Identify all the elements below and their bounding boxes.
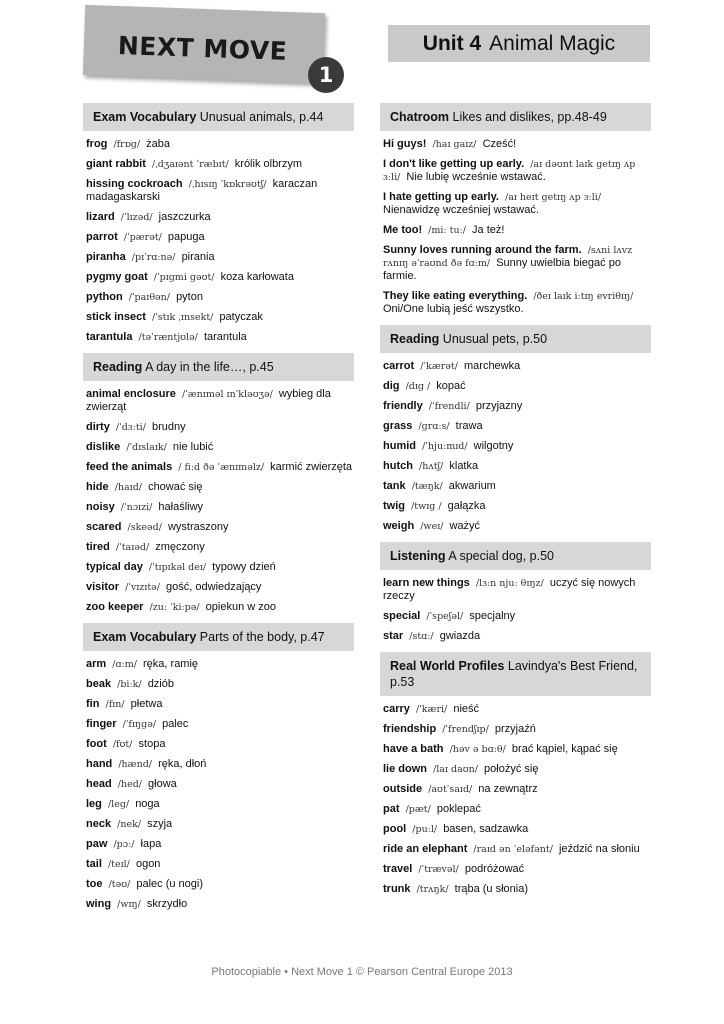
polish-translation: karaczan madagaskarski [86, 178, 318, 203]
phonetic-transcription: / fiːd ðə ˈænɪməlz/ [178, 462, 265, 473]
vocab-entry [86, 441, 354, 454]
polish-translation: marchewka [464, 360, 521, 372]
vocab-section [383, 325, 651, 533]
phonetic-transcription: /leg/ [107, 799, 130, 810]
vocab-entry [86, 561, 354, 574]
polish-translation: karmić zwierzęta [270, 461, 353, 473]
vocab-word: piranha [86, 251, 126, 263]
vocab-word: foot [86, 738, 107, 750]
vocab-word: visitor [86, 581, 120, 593]
vocab-word: stick insect [86, 311, 146, 323]
phonetic-transcription: /hænd/ [118, 759, 152, 770]
polish-translation: brać kąpiel, kąpać się [511, 743, 618, 755]
unit-title-box [388, 25, 650, 62]
polish-translation: klatka [449, 460, 479, 472]
vocab-word: ride an elephant [383, 843, 468, 855]
phonetic-transcription: /puːl/ [412, 824, 438, 835]
vocab-entry [86, 718, 354, 731]
vocab-word: arm [86, 658, 107, 670]
vocab-entry [383, 158, 651, 184]
polish-translation: łapa [140, 838, 162, 850]
vocab-entry [86, 331, 354, 344]
vocab-word: travel [383, 863, 413, 875]
vocab-word: tank [383, 480, 406, 492]
vocab-word: frog [86, 138, 108, 150]
vocab-word: humid [383, 440, 416, 452]
vocab-word: neck [86, 818, 112, 830]
phonetic-transcription: /ˈpærət/ [123, 232, 162, 243]
vocab-word: hutch [383, 460, 413, 472]
phonetic-transcription: /ˈfrendʃɪp/ [442, 724, 489, 735]
phonetic-transcription: /hʌtʃ/ [419, 461, 444, 472]
polish-translation: ręka, ramię [143, 658, 199, 670]
vocab-entry [86, 461, 354, 474]
phonetic-transcription: /aɪ heɪt getɪŋ ʌp ɜːli/ [505, 192, 602, 203]
vocab-entry [383, 630, 651, 643]
polish-translation: wybieg dla zwierząt [86, 388, 331, 413]
vocab-entry [86, 251, 354, 264]
phonetic-transcription: /frɒg/ [113, 139, 141, 150]
vocab-entry [383, 420, 651, 433]
vocab-entry [86, 581, 354, 594]
section-heading-type: Exam Vocabulary [93, 630, 197, 644]
phonetic-transcription: /wɪŋ/ [117, 899, 141, 910]
phonetic-transcription: /təʊ/ [108, 879, 131, 890]
vocab-word: feed the animals [86, 461, 173, 473]
phonetic-transcription: /ˈstɪk ˌɪnsekt/ [151, 312, 214, 323]
vocab-entry [86, 178, 354, 204]
phonetic-transcription: /ˌdʒaɪənt ˈræbɪt/ [151, 159, 229, 170]
section-heading-topic: Likes and dislikes, pp.48-49 [452, 110, 607, 124]
vocab-entry [86, 678, 354, 691]
vocab-word: typical day [86, 561, 143, 573]
vocab-entry [86, 158, 354, 171]
vocab-word: paw [86, 838, 108, 850]
phonetic-transcription: /biːk/ [117, 679, 142, 690]
vocab-entry [383, 743, 651, 756]
vocab-word: head [86, 778, 112, 790]
polish-translation: trąba (u słonia) [454, 883, 529, 895]
vocab-word: hand [86, 758, 113, 770]
vocab-entry [86, 138, 354, 151]
phonetic-transcription: /raɪd ən ˈeləfənt/ [473, 844, 553, 855]
section-heading-topic: Unusual pets, p.50 [442, 332, 548, 346]
polish-translation: gwiazda [439, 630, 481, 642]
vocab-word: learn new things [383, 577, 470, 589]
vocab-entry [86, 818, 354, 831]
phonetic-transcription: /pɔː/ [113, 839, 135, 850]
vocab-entry [383, 480, 651, 493]
vocab-section [86, 103, 354, 344]
phonetic-transcription: /stɑː/ [409, 631, 434, 642]
vocab-word: Sunny loves running around the farm. [383, 244, 582, 256]
phonetic-transcription: /laɪ daʊn/ [433, 764, 478, 775]
left-column [86, 103, 354, 920]
vocab-entry [86, 211, 354, 224]
vocab-word: tail [86, 858, 102, 870]
vocab-entry [383, 500, 651, 513]
polish-translation: królik olbrzym [234, 158, 303, 170]
phonetic-transcription: /lɜːn njuː θɪŋz/ [475, 578, 544, 589]
vocab-entry [86, 231, 354, 244]
polish-translation: tarantula [203, 331, 247, 343]
vocab-entry [86, 698, 354, 711]
vocab-entry [383, 380, 651, 393]
phonetic-transcription: /ˈhjuːmɪd/ [422, 441, 468, 452]
vocab-entry [86, 601, 354, 614]
polish-translation: palec [162, 718, 189, 730]
vocab-entry [86, 291, 354, 304]
phonetic-transcription: /pɪˈrɑːnə/ [131, 252, 176, 263]
phonetic-transcription: /ˈfrendli/ [428, 401, 470, 412]
polish-translation: pyton [176, 291, 203, 303]
vocab-entry [383, 723, 651, 736]
phonetic-transcription: /ðeɪ laɪk iːtɪŋ evriθɪŋ/ [533, 291, 634, 302]
polish-translation: gałązka [447, 500, 486, 512]
phonetic-transcription: /ˈkærət/ [420, 361, 458, 372]
vocab-entry [86, 838, 354, 851]
polish-translation: basen, sadzawka [443, 823, 529, 835]
phonetic-transcription: /nek/ [117, 819, 142, 830]
phonetic-transcription: /zuː ˈkiːpə/ [149, 602, 200, 613]
phonetic-transcription: /ˈspeʃəl/ [426, 611, 464, 622]
phonetic-transcription: /twɪg / [411, 501, 442, 512]
vocab-entry [383, 703, 651, 716]
vocab-word: giant rabbit [86, 158, 146, 170]
polish-translation: papuga [167, 231, 205, 243]
polish-translation: akwarium [448, 480, 496, 492]
vocab-entry [86, 798, 354, 811]
vocab-entry [383, 763, 651, 776]
vocab-entry [383, 360, 651, 373]
polish-translation: patyczak [219, 311, 263, 323]
next-move-logo [83, 5, 325, 83]
vocab-word: have a bath [383, 743, 444, 755]
section-heading-type: Reading [93, 360, 143, 374]
logo-text: NEXT MOVE [117, 31, 288, 66]
vocab-entry [86, 481, 354, 494]
vocab-entry [86, 778, 354, 791]
polish-translation: przyjaźń [494, 723, 536, 735]
polish-translation: Nienawidzę wcześniej wstawać. [383, 204, 539, 216]
vocab-word: They like eating everything. [383, 290, 528, 302]
vocab-word: noisy [86, 501, 115, 513]
vocab-entry [86, 858, 354, 871]
phonetic-transcription: /həv ə bɑːθ/ [449, 744, 506, 755]
phonetic-transcription: /fɪn/ [105, 699, 125, 710]
phonetic-transcription: /aʊtˈsaɪd/ [428, 784, 473, 795]
vocab-word: friendly [383, 400, 423, 412]
vocab-word: leg [86, 798, 102, 810]
vocab-word: beak [86, 678, 112, 690]
vocab-word: friendship [383, 723, 437, 735]
vocab-word: finger [86, 718, 117, 730]
vocab-word: star [383, 630, 404, 642]
vocab-word: hide [86, 481, 109, 493]
polish-translation: poklepać [436, 803, 481, 815]
vocab-entry [383, 823, 651, 836]
phonetic-transcription: /grɑːs/ [418, 421, 450, 432]
phonetic-transcription: /ˈtrævəl/ [418, 864, 459, 875]
vocab-entry [383, 843, 651, 856]
vocab-word: wing [86, 898, 112, 910]
phonetic-transcription: /skeəd/ [127, 522, 162, 533]
section-heading [380, 652, 651, 696]
vocab-word: lizard [86, 211, 115, 223]
section-heading [83, 353, 354, 381]
vocab-entry [383, 224, 651, 237]
section-heading-type: Reading [390, 332, 440, 346]
polish-translation: Cześć! [482, 138, 517, 150]
vocab-entry [383, 883, 651, 896]
vocab-word: dislike [86, 441, 121, 453]
polish-translation: przyjazny [475, 400, 523, 412]
phonetic-transcription: /ˈvɪzɪtə/ [125, 582, 160, 593]
vocab-word: parrot [86, 231, 118, 243]
right-column [383, 103, 651, 905]
vocab-word: weigh [383, 520, 415, 532]
phonetic-transcription: /haɪ gaɪz/ [432, 139, 477, 150]
vocab-word: zoo keeper [86, 601, 144, 613]
vocab-section [383, 652, 651, 896]
polish-translation: nieść [453, 703, 480, 715]
vocab-entry [86, 658, 354, 671]
phonetic-transcription: /ˈtɪpɪkəl deɪ/ [148, 562, 207, 573]
polish-translation: położyć się [484, 763, 539, 775]
polish-translation: opiekun w zoo [205, 601, 276, 613]
phonetic-transcription: /ˈtaɪəd/ [115, 542, 150, 553]
polish-translation: hałaśliwy [158, 501, 204, 513]
vocab-word: trunk [383, 883, 411, 895]
phonetic-transcription: /ˈlɪzəd/ [120, 212, 153, 223]
vocab-word: tarantula [86, 331, 133, 343]
polish-translation: gość, odwiedzający [166, 581, 262, 593]
phonetic-transcription: /ˈkæri/ [415, 704, 448, 715]
phonetic-transcription: /ˈpaɪθən/ [128, 292, 170, 303]
polish-translation: stopa [138, 738, 166, 750]
phonetic-transcription: /teɪl/ [107, 859, 130, 870]
vocab-section [383, 542, 651, 643]
section-heading-topic: Lavindya's Best Friend, p.53 [390, 659, 638, 689]
section-heading-type: Exam Vocabulary [93, 110, 197, 124]
polish-translation: typowy dzień [212, 561, 276, 573]
vocab-word: dig [383, 380, 400, 392]
phonetic-transcription: /fʊt/ [112, 739, 133, 750]
vocab-word: lie down [383, 763, 427, 775]
polish-translation: Oni/One lubią jeść wszystko. [383, 303, 524, 315]
section-heading-topic: Parts of the body, p.47 [199, 630, 325, 644]
vocab-entry [86, 271, 354, 284]
vocab-section [86, 623, 354, 911]
vocab-word: carrot [383, 360, 415, 372]
level-number-badge: 1 [308, 57, 344, 93]
polish-translation: ogon [135, 858, 161, 870]
section-heading-type: Listening [390, 549, 446, 563]
polish-translation: specjalny [469, 610, 516, 622]
polish-translation: kopać [436, 380, 466, 392]
phonetic-transcription: /ˈdɜːti/ [115, 422, 146, 433]
polish-translation: noga [135, 798, 160, 810]
vocab-entry [383, 863, 651, 876]
vocab-word: toe [86, 878, 103, 890]
polish-translation: uczyć się nowych rzeczy [383, 577, 636, 602]
polish-translation: jeździć na słoniu [558, 843, 640, 855]
section-heading [83, 103, 354, 131]
vocab-entry [383, 520, 651, 533]
polish-translation: dziób [147, 678, 174, 690]
polish-translation: podróżować [464, 863, 525, 875]
phonetic-transcription: /ˈænɪməl ɪnˈkləʊʒə/ [181, 389, 273, 400]
vocab-word: scared [86, 521, 122, 533]
phonetic-transcription: /ˌhɪsɪŋ ˈkɒkrəʊtʃ/ [188, 179, 267, 190]
vocab-entry [383, 138, 651, 151]
section-heading [380, 103, 651, 131]
vocab-entry [383, 783, 651, 796]
vocab-entry [86, 311, 354, 324]
vocab-word: Hi guys! [383, 138, 427, 150]
phonetic-transcription: /ˈdɪslaɪk/ [126, 442, 167, 453]
section-heading-topic: A special dog, p.50 [448, 549, 554, 563]
vocab-word: tired [86, 541, 110, 553]
section-heading [380, 325, 651, 353]
vocab-word: I hate getting up early. [383, 191, 499, 203]
section-heading-type: Chatroom [390, 110, 450, 124]
polish-translation: pirania [181, 251, 215, 263]
polish-translation: Sunny uwielbia biegać po farmie. [383, 257, 621, 282]
polish-translation: na zewnątrz [478, 783, 538, 795]
polish-translation: głowa [148, 778, 177, 790]
polish-translation: wilgotny [473, 440, 514, 452]
vocab-word: fin [86, 698, 100, 710]
vocab-entry [86, 541, 354, 554]
phonetic-transcription: /ˈnɔɪzi/ [120, 502, 153, 513]
phonetic-transcription: /aɪ dəʊnt laɪk getɪŋ ʌp ɜːli/ [383, 159, 636, 183]
phonetic-transcription: /təˈræntjʊlə/ [138, 332, 198, 343]
vocab-entry [383, 577, 651, 603]
section-heading-type: Real World Profiles [390, 659, 505, 673]
vocab-word: pool [383, 823, 407, 835]
vocab-entry [86, 898, 354, 911]
vocab-word: grass [383, 420, 413, 432]
phonetic-transcription: /hed/ [117, 779, 142, 790]
vocab-entry [86, 521, 354, 534]
phonetic-transcription: /weɪ/ [420, 521, 444, 532]
polish-translation: palec (u nogi) [136, 878, 204, 890]
vocab-entry [383, 244, 651, 283]
vocab-word: animal enclosure [86, 388, 176, 400]
vocab-word: carry [383, 703, 410, 715]
section-heading [83, 623, 354, 651]
vocab-word: python [86, 291, 123, 303]
vocab-word: hissing cockroach [86, 178, 183, 190]
vocab-word: Me too! [383, 224, 423, 236]
vocab-section [383, 103, 651, 316]
phonetic-transcription: /pæt/ [405, 804, 431, 815]
vocab-entry [383, 440, 651, 453]
polish-translation: jaszczurka [158, 211, 211, 223]
vocab-entry [383, 610, 651, 623]
polish-translation: brudny [151, 421, 186, 433]
phonetic-transcription: /miː tuː/ [428, 225, 466, 236]
polish-translation: Ja też! [472, 224, 505, 236]
section-heading [380, 542, 651, 570]
vocab-entry [86, 421, 354, 434]
polish-translation: ręka, dłoń [158, 758, 207, 770]
unit-title: Animal Magic [489, 31, 616, 55]
vocab-section [86, 353, 354, 614]
vocab-entry [86, 738, 354, 751]
vocab-entry [86, 878, 354, 891]
section-heading-topic: A day in the life…, p.45 [145, 360, 274, 374]
vocab-entry [383, 191, 651, 217]
page-footer: Photocopiable • Next Move 1 © Pearson Central Europe 2013 [211, 966, 513, 978]
vocab-entry [86, 758, 354, 771]
phonetic-transcription: /haɪd/ [114, 482, 142, 493]
vocab-entry [383, 290, 651, 316]
phonetic-transcription: /dɪg / [405, 381, 431, 392]
vocab-entry [383, 400, 651, 413]
phonetic-transcription: /sʌni lʌvz rʌnɪŋ əˈraʊnd ðə fɑːm/ [383, 245, 633, 269]
polish-translation: chować się [148, 481, 203, 493]
vocab-entry [86, 388, 354, 414]
polish-translation: koza karłowata [220, 271, 294, 283]
vocab-word: dirty [86, 421, 110, 433]
phonetic-transcription: /ɑːm/ [112, 659, 137, 670]
phonetic-transcription: /trʌŋk/ [416, 884, 449, 895]
phonetic-transcription: /ˈfɪŋgə/ [122, 719, 157, 730]
polish-translation: nie lubić [172, 441, 214, 453]
unit-label: Unit 4 [422, 31, 482, 55]
vocab-word: outside [383, 783, 423, 795]
phonetic-transcription: /tæŋk/ [411, 481, 443, 492]
vocab-word: twig [383, 500, 405, 512]
vocab-word: I don't like getting up early. [383, 158, 525, 170]
vocab-entry [383, 803, 651, 816]
polish-translation: żaba [146, 138, 170, 150]
phonetic-transcription: /ˈpɪgmi gəʊt/ [153, 272, 215, 283]
polish-translation: zmęczony [155, 541, 205, 553]
polish-translation: skrzydło [146, 898, 188, 910]
vocab-entry [86, 501, 354, 514]
polish-translation: szyja [147, 818, 173, 830]
section-heading-topic: Unusual animals, p.44 [199, 110, 324, 124]
polish-translation: Nie lubię wcześnie wstawać. [406, 171, 546, 183]
vocab-word: pat [383, 803, 400, 815]
polish-translation: ważyć [449, 520, 481, 532]
vocab-word: pygmy goat [86, 271, 148, 283]
polish-translation: wystraszony [167, 521, 229, 533]
vocab-entry [383, 460, 651, 473]
vocab-word: special [383, 610, 421, 622]
polish-translation: płetwa [130, 698, 163, 710]
polish-translation: trawa [455, 420, 483, 432]
